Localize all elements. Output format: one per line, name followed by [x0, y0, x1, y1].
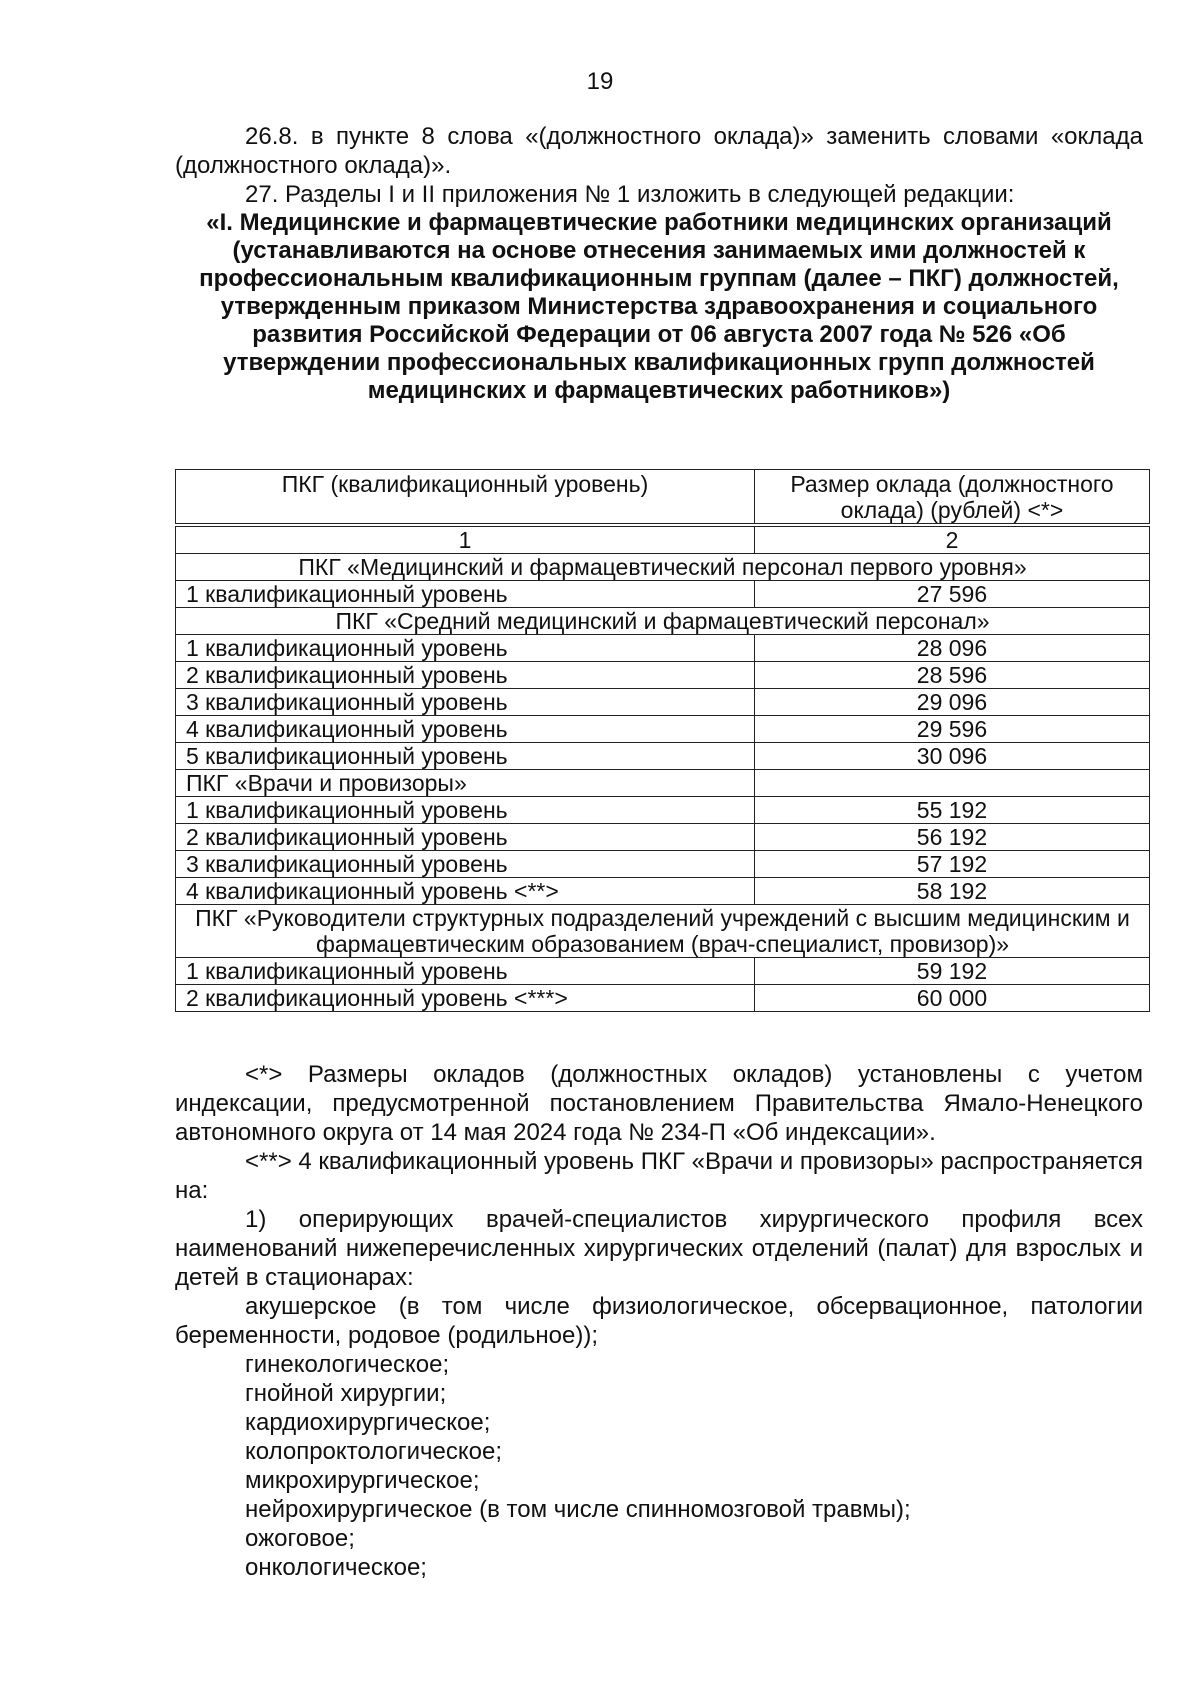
- footnote-1: <*> Размеры окладов (должностных окладов) установлены с учетом индексации, предусмотренной постановлением Правительства Ямало-Ненецкого автономного округа от 14 мая 2024 года № 234-П «Об индексации».: [175, 1061, 1143, 1146]
- section-heading: «I. Медицинские и фармацевтические работники медицинских организаций (устанавливаются на основе отнесения занимаемых ими должностей к профессиональным квалификационным группам (далее – ПКГ) должностей, утвержденным приказом Министерства здравоохранения и социального развития Российской Федерации от 06 августа 2007 года № 526 «Об утверждении профессиональных квалификационных групп должностей медицинских и фармацевтических работников»): [199, 209, 1119, 404]
- qualification-level-cell: 2 квалификационный уровень <***>: [176, 985, 755, 1012]
- qualification-level-cell: 1 квалификационный уровень: [176, 797, 755, 824]
- qualification-level-cell: 4 квалификационный уровень: [176, 716, 755, 743]
- table-group-row: [176, 554, 1150, 581]
- department-item: онкологическое;: [245, 1554, 427, 1581]
- table-row: [176, 878, 1150, 905]
- salary-cell: 55 192: [754, 797, 1149, 824]
- table-row: [176, 824, 1150, 851]
- salary-cell: 28 596: [754, 662, 1149, 689]
- salary-cell: 28 096: [754, 635, 1149, 662]
- table-group-row: [176, 905, 1150, 958]
- header-salary: Размер оклада (должностного оклада) (рублей) <*>: [754, 470, 1149, 524]
- paragraph-27: 27. Разделы I и II приложения № 1 изложить в следующей редакции:: [245, 181, 1015, 208]
- department-item: микрохирургическое;: [245, 1467, 480, 1494]
- table-row: [176, 743, 1150, 770]
- table-row: [176, 662, 1150, 689]
- footnote-2: <**> 4 квалификационный уровень ПКГ «Врачи и провизоры» распространяется на:: [175, 1148, 1143, 1204]
- column-number-1: 1: [176, 527, 755, 554]
- salary-cell: 58 192: [754, 878, 1149, 905]
- qualification-level-cell: 4 квалификационный уровень <**>: [176, 878, 755, 905]
- table-row: [176, 581, 1150, 608]
- document-body: [175, 122, 1143, 405]
- salary-cell: [754, 770, 1149, 797]
- salary-cell: 57 192: [754, 851, 1149, 878]
- table-row: [176, 770, 1150, 797]
- group-title: ПКГ «Руководители структурных подразделений учреждений с высшим медицинским и фармацевтическим образованием (врач-специалист, провизор)»: [176, 905, 1150, 958]
- table-row: [176, 985, 1150, 1012]
- qualification-level-cell: 1 квалификационный уровень: [176, 635, 755, 662]
- department-item: нейрохирургическое (в том числе спинномозговой травмы);: [245, 1496, 911, 1523]
- qualification-level-cell: 1 квалификационный уровень: [176, 581, 755, 608]
- table-row: [176, 635, 1150, 662]
- table-row: [176, 716, 1150, 743]
- department-item: колопроктологическое;: [245, 1438, 502, 1465]
- salary-cell: 30 096: [754, 743, 1149, 770]
- qualification-level-cell: 1 квалификационный уровень: [176, 958, 755, 985]
- footnotes: [175, 1060, 1143, 1582]
- qualification-level-cell: 2 квалификационный уровень: [176, 662, 755, 689]
- salary-table: [175, 469, 1150, 1012]
- department-item: гнойной хирургии;: [245, 1380, 447, 1407]
- header-qualification-level: ПКГ (квалификационный уровень): [176, 470, 755, 524]
- table-row: [176, 958, 1150, 985]
- column-number-row: [176, 527, 1150, 554]
- salary-cell: 29 096: [754, 689, 1149, 716]
- footnote-2-item-1: 1) оперирующих врачей-специалистов хирургического профиля всех наименований нижеперечисленных хирургических отделений (палат) для взрослых и детей в стационарах:: [175, 1206, 1143, 1291]
- table-row: [176, 689, 1150, 716]
- page-number: 19: [586, 68, 614, 95]
- salary-cell: 27 596: [754, 581, 1149, 608]
- table-row: [176, 797, 1150, 824]
- table-header-row: [176, 470, 1150, 524]
- qualification-level-cell: 3 квалификационный уровень: [176, 851, 755, 878]
- table-row: [176, 851, 1150, 878]
- qualification-level-cell: 3 квалификационный уровень: [176, 689, 755, 716]
- paragraph-26-8: 26.8. в пункте 8 слова «(должностного оклада)» заменить словами «оклада (должностного оклада)».: [175, 123, 1143, 179]
- qualification-level-cell: ПКГ «Врачи и провизоры»: [176, 770, 755, 797]
- qualification-level-cell: 2 квалификационный уровень: [176, 824, 755, 851]
- table-group-row: [176, 608, 1150, 635]
- department-obstetric: акушерское (в том числе физиологическое, обсервационное, патологии беременности, родовое (родильное));: [175, 1293, 1143, 1349]
- column-number-2: 2: [754, 527, 1149, 554]
- salary-cell: 59 192: [754, 958, 1149, 985]
- qualification-level-cell: 5 квалификационный уровень: [176, 743, 755, 770]
- department-item: ожоговое;: [245, 1525, 355, 1552]
- department-item: кардиохирургическое;: [245, 1409, 491, 1436]
- group-title: ПКГ «Медицинский и фармацевтический персонал первого уровня»: [176, 554, 1150, 581]
- salary-cell: 60 000: [754, 985, 1149, 1012]
- group-title: ПКГ «Средний медицинский и фармацевтический персонал»: [176, 608, 1150, 635]
- department-item: гинекологическое;: [245, 1351, 450, 1378]
- salary-cell: 56 192: [754, 824, 1149, 851]
- salary-cell: 29 596: [754, 716, 1149, 743]
